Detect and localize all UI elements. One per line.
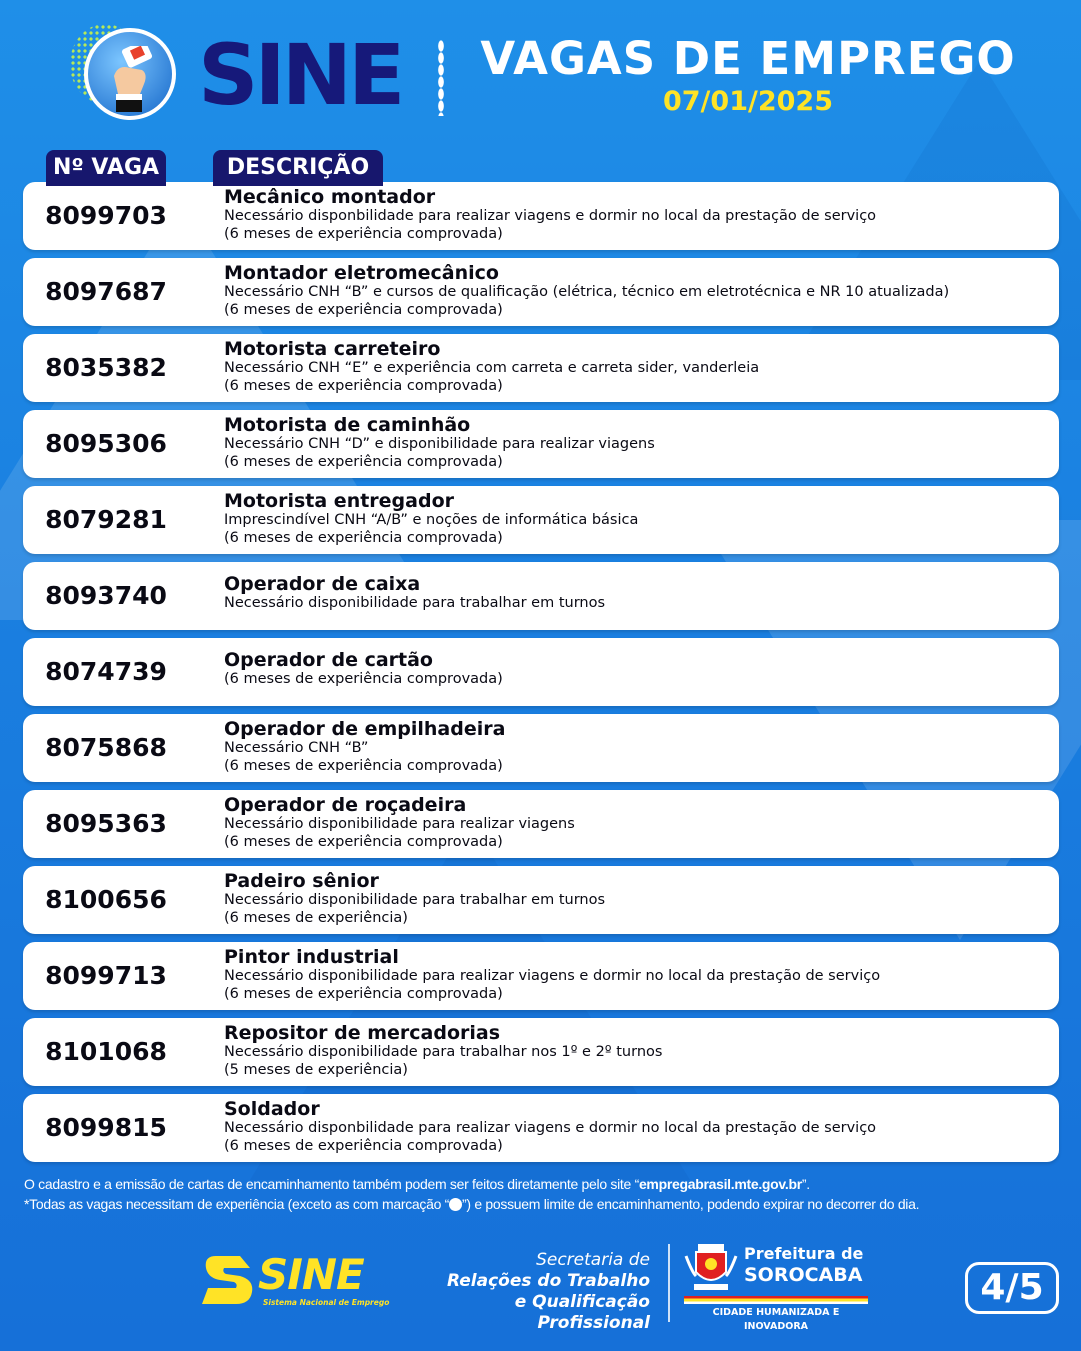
job-number: 8079281 xyxy=(45,505,167,534)
secretaria-line1: Secretaria de xyxy=(536,1250,650,1270)
job-row xyxy=(23,1094,1059,1162)
job-detail-line: Necessário disponibilidade para trabalhar nos 1º e 2º turnos xyxy=(224,1044,663,1060)
secretaria-label xyxy=(420,1250,650,1334)
sine-s-logo-icon xyxy=(200,1252,260,1308)
job-number: 8099815 xyxy=(45,1113,167,1142)
note-site-prefix: O cadastro e a emissão de cartas de encaminhamento também podem ser feitos diretamente pelo site “ xyxy=(24,1176,639,1192)
job-description xyxy=(224,650,1054,688)
footer-divider xyxy=(668,1244,670,1322)
job-row xyxy=(23,334,1059,402)
job-number: 8035382 xyxy=(45,353,167,382)
page-date: 07/01/2025 xyxy=(662,86,833,117)
header xyxy=(0,0,1081,150)
site-link[interactable]: empregabrasil.mte.gov.br xyxy=(638,1176,802,1192)
page-indicator: 4/5 xyxy=(965,1262,1059,1314)
job-detail-line: (6 meses de experiência comprovada) xyxy=(224,302,503,318)
job-number: 8101068 xyxy=(45,1037,167,1066)
job-detail-line: Necessário CNH “E” e experiência com carreta e carreta sider, vanderleia xyxy=(224,360,760,376)
job-description xyxy=(224,415,1054,471)
job-detail-line: (6 meses de experiência comprovada) xyxy=(224,226,503,242)
job-number: 8099703 xyxy=(45,201,167,230)
sine-brand-wordmark: SINE xyxy=(198,26,402,124)
job-detail-line: (5 meses de experiência) xyxy=(224,1062,408,1078)
prefeitura-line2: SOROCABA xyxy=(744,1264,863,1286)
footnotes xyxy=(24,1174,1064,1214)
job-row xyxy=(23,866,1059,934)
job-title: Soldador xyxy=(224,1098,320,1120)
note-site-suffix: ”. xyxy=(801,1176,810,1192)
job-row xyxy=(23,1018,1059,1086)
job-detail-line: (6 meses de experiência comprovada) xyxy=(224,530,503,546)
note-experience xyxy=(24,1194,1064,1214)
job-title: Operador de caixa xyxy=(224,573,421,595)
footer-sine-subtitle: Sistema Nacional de Emprego xyxy=(263,1298,390,1307)
job-row xyxy=(23,486,1059,554)
job-number: 8097687 xyxy=(45,277,167,306)
page-title: VAGAS DE EMPREGO xyxy=(480,32,1016,85)
job-title: Mecânico montador xyxy=(224,186,436,208)
job-detail-line: Imprescindível CNH “A/B” e noções de informática básica xyxy=(224,512,639,528)
job-number: 8075868 xyxy=(45,733,167,762)
job-description xyxy=(224,871,1054,927)
job-detail-line: Necessário disponibilidade para trabalhar em turnos xyxy=(224,595,606,611)
job-number: 8074739 xyxy=(45,657,167,686)
note-site xyxy=(24,1174,1064,1194)
job-row xyxy=(23,258,1059,326)
job-number: 8095306 xyxy=(45,429,167,458)
job-detail-line: (6 meses de experiência) xyxy=(224,910,408,926)
job-description xyxy=(224,947,1054,1003)
job-detail-line: Necessário CNH “D” e disponibilidade para realizar viagens xyxy=(224,436,655,452)
job-title: Motorista carreteiro xyxy=(224,338,441,360)
job-detail-line: (6 meses de experiência comprovada) xyxy=(224,758,503,774)
job-number: 8093740 xyxy=(45,581,167,610)
job-detail-line: (6 meses de experiência comprovada) xyxy=(224,378,503,394)
job-title: Operador de empilhadeira xyxy=(224,718,506,740)
job-detail-line: (6 meses de experiência comprovada) xyxy=(224,834,503,850)
job-title: Repositor de mercadorias xyxy=(224,1022,501,1044)
job-title: Pintor industrial xyxy=(224,946,399,968)
job-detail-line: Necessário CNH “B” xyxy=(224,740,369,756)
job-detail-line: Necessário disponibilidade para realizar viagens xyxy=(224,816,575,832)
prefeitura-line1: Prefeitura de xyxy=(744,1244,864,1263)
job-row xyxy=(23,714,1059,782)
job-description xyxy=(224,339,1054,395)
job-detail-line: (6 meses de experiência comprovada) xyxy=(224,1138,503,1154)
city-motto: CIDADE HUMANIZADA E INOVADORA xyxy=(712,1307,840,1332)
job-number: 8095363 xyxy=(45,809,167,838)
job-description xyxy=(224,574,1054,612)
column-header-number: Nº VAGA xyxy=(46,150,166,186)
job-description xyxy=(224,795,1054,851)
job-detail-line: Necessário disponibilidade para realizar viagens e dormir no local da prestação de serviço xyxy=(224,968,881,984)
job-row xyxy=(23,638,1059,706)
job-title: Operador de cartão xyxy=(224,649,433,671)
footer xyxy=(0,1230,1081,1351)
job-detail-line: (6 meses de experiência comprovada) xyxy=(224,986,503,1002)
flag-stripes xyxy=(684,1296,868,1304)
secretaria-line2: Relações do Trabalho xyxy=(447,1271,650,1291)
job-row xyxy=(23,562,1059,630)
hand-holding-card-icon xyxy=(104,46,156,112)
job-detail-line: Necessário CNH “B” e cursos de qualificação (elétrica, técnico em eletrotécnica e NR 10 atualizada) xyxy=(224,284,950,300)
job-row xyxy=(23,182,1059,250)
sorocaba-crest-icon xyxy=(684,1242,738,1292)
job-number: 8100656 xyxy=(45,885,167,914)
job-title: Padeiro sênior xyxy=(224,870,379,892)
job-detail-line: Necessário disponibilidade para trabalhar em turnos xyxy=(224,892,606,908)
note-exp-prefix: *Todas as vagas necessitam de experiência (exceto as com marcação “ xyxy=(24,1196,450,1212)
job-description xyxy=(224,187,1054,243)
job-title: Montador eletromecânico xyxy=(224,262,499,284)
job-description xyxy=(224,263,1054,319)
job-row xyxy=(23,790,1059,858)
header-divider xyxy=(438,40,444,116)
job-description xyxy=(224,1099,1054,1155)
secretaria-line3: e Qualificação Profissional xyxy=(514,1292,650,1333)
job-detail-line: (6 meses de experiência comprovada) xyxy=(224,671,503,687)
job-detail-line: Necessário disponbilidade para realizar viagens e dormir no local da prestação de serviço xyxy=(224,208,877,224)
job-title: Motorista de caminhão xyxy=(224,414,471,436)
circle-mark-icon xyxy=(449,1198,462,1211)
job-number: 8099713 xyxy=(45,961,167,990)
job-detail-line: (6 meses de experiência comprovada) xyxy=(224,454,503,470)
job-description xyxy=(224,1023,1054,1079)
job-row xyxy=(23,942,1059,1010)
job-title: Operador de roçadeira xyxy=(224,794,467,816)
note-exp-suffix: ”) e possuem limite de encaminhamento, podendo expirar no decorrer do dia. xyxy=(462,1196,920,1212)
job-detail-line: Necessário disponbilidade para realizar viagens e dormir no local da prestação de serviço xyxy=(224,1120,877,1136)
column-header-description: DESCRIÇÃO xyxy=(213,150,383,186)
job-title: Motorista entregador xyxy=(224,490,455,512)
job-description xyxy=(224,491,1054,547)
job-row xyxy=(23,410,1059,478)
job-description xyxy=(224,719,1054,775)
footer-sine-wordmark: SINE xyxy=(258,1250,364,1299)
